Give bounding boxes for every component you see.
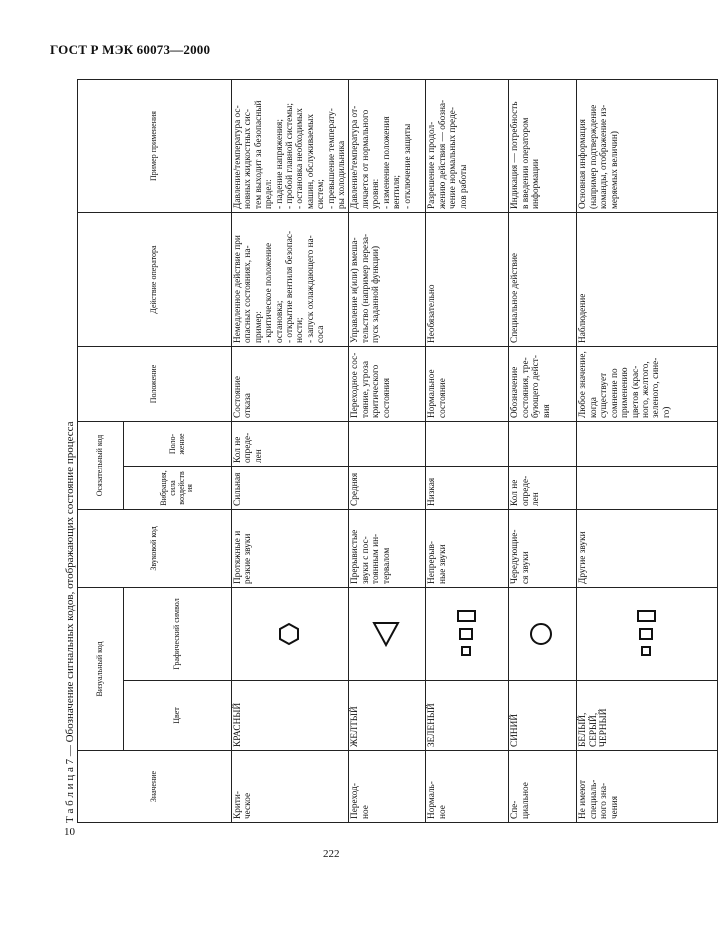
cell-position [232,422,349,467]
vibration-text-line: Низкая [427,477,438,506]
table-row [349,80,426,823]
cell-sound [349,510,426,588]
example-text-line: систем; [316,179,327,209]
example-text-line: - остановка необходимых [295,108,306,209]
example-text-line: - пробой главной системы; [285,103,296,209]
sound-text-line: тоянным ин- [371,533,382,584]
example-text-line: в введении оператором [520,117,531,209]
cell-color [426,681,509,751]
cell-meaning [349,751,426,823]
color-text-line: ЖЕЛТЫЙ [350,706,361,747]
example-text-line: Индикация — потребность [510,101,521,209]
meaning-text-line: ное [437,805,448,819]
example-text-line: предел: [264,179,275,209]
color-text-line: КРАСНЫЙ [233,702,243,747]
col-position-header: Поло- жение [124,422,232,467]
cell-state [426,347,509,422]
state-text-line: ного, желтого, [640,361,651,418]
cell-example [349,80,426,213]
action-text-line: пример: [253,311,264,343]
cell-example [509,80,577,213]
cell-example [577,80,718,213]
cell-vibration [349,467,426,510]
example-text-line: чение нормальных преде- [448,106,459,209]
cell-action [509,213,577,347]
cell-example [426,80,509,213]
col-sound-header: Звуковой код [78,510,232,588]
meaning-text-line: циальное [520,782,531,819]
action-text-line: Наблюдение [578,293,589,343]
state-text-line: зеленого, сине- [651,357,662,418]
meaning-text-line: Нормаль- [427,781,438,819]
sound-text-line: Чередующие- [510,529,521,584]
col-example-header: Пример применения [78,80,232,213]
action-text-line: - запуск охлаждающего на- [305,235,316,343]
state-text-line: тояние, угроза [360,361,371,418]
example-text-line: лов работы [458,164,469,209]
cell-symbol [577,588,718,681]
state-text-line: Нормальное [427,369,438,418]
sound-text-line: ные звуки [437,544,448,584]
table-row [509,80,577,823]
col-state-header: Положение [78,347,232,422]
col-graphic-header: Графический символ [124,588,232,681]
cell-example [232,80,349,213]
state-text-line: состояния, тре- [520,357,531,418]
cell-position [349,422,426,467]
action-text-line: ности; [295,317,306,343]
example-text-line: - отключение защиты [402,123,413,209]
cell-meaning [509,751,577,823]
color-text-line: ЧЕРНЫЙ [599,708,610,747]
state-text-line: когда существует [588,372,610,418]
example-text-line: уровня: [371,178,382,209]
cell-action [349,213,426,347]
action-text-line: Управление и(или) вмеша- [350,237,361,343]
example-text-line: - превышение температу- [326,108,337,209]
example-text-line: Давление/температура от- [350,105,361,209]
action-text-line: - открытие вентиля безопас- [285,230,296,343]
cell-position [426,422,509,467]
sound-text-line: тервалом [381,547,392,584]
action-text-line: соса [316,325,327,343]
meaning-text-line: Переход- [350,783,361,819]
example-text-line: - изменение положения [381,116,392,209]
example-text-line: личается от нормального [360,109,371,209]
action-text-line: - критическое положение [264,242,275,343]
cell-symbol [232,588,349,681]
cell-sound [232,510,349,588]
state-text-line: вия [541,404,552,418]
position-text-line: опреде- [243,432,254,463]
cell-sound [577,510,718,588]
col-color-header: Цвет [124,681,232,751]
action-text-line: тельство (например переза- [360,233,371,343]
col-action-header: Действие оператора [78,213,232,347]
cell-symbol [509,588,577,681]
vibration-text-line: лен [531,492,542,506]
col-vibration-header: Вибрация, сила воздействия [124,467,232,510]
cell-meaning [426,751,509,823]
hexagon-symbol-icon [269,599,309,669]
cell-vibration [577,467,718,510]
cell-vibration [509,467,577,510]
vibration-text-line: Сильная [233,472,243,506]
state-text-line: бующего дейст- [531,355,542,418]
sound-text-line: резкие звуки [243,533,254,584]
sound-text-line: Непрерыв- [427,541,438,584]
cell-sound [426,510,509,588]
vibration-text-line: опреде- [520,475,531,506]
cell-color [349,681,426,751]
vibration-text-line: Кол не [510,479,521,506]
cell-state [349,347,426,422]
cell-color [232,681,349,751]
cell-symbol [426,588,509,681]
cell-action [426,213,509,347]
example-text-line: Давление/температура ос- [233,105,243,209]
cell-sound [509,510,577,588]
state-text-line: критического [371,364,382,418]
meaning-text-line: Спе- [510,800,521,819]
cell-position [577,422,718,467]
table-row [232,80,349,823]
cell-meaning [232,751,349,823]
cell-color [509,681,577,751]
action-text-line: пуск заданной функции) [371,245,382,343]
example-text-line: Основная информация [578,119,589,209]
header-row-top [78,80,124,823]
table-row [577,80,718,823]
col-tactile-header: Осязательный код [78,422,124,510]
example-text-line: Разрешение к продол- [427,121,438,209]
meaning-text-line: ное [360,805,371,819]
cell-meaning [577,751,718,823]
color-text-line: СИНИЙ [510,713,521,747]
rotated-table-area [77,80,672,823]
example-text-line: команды, отображение из- [599,104,610,209]
cell-state [577,347,718,422]
example-text-line: (например подтверждение [588,104,599,209]
state-text-line: Переходное сос- [350,352,361,418]
page-number-left: 10 [64,826,75,838]
col-visual-header: Визуальный код [78,588,124,751]
page-number-center: 222 [323,848,340,860]
col-meaning-header: Значение [78,751,232,823]
action-text-line: Немедленное действие при [233,235,243,343]
position-text-line: Кол не [233,436,243,463]
state-text-line: применению [620,367,631,418]
table-caption: Т а б л и ц а 7 — Обозначение сигнальных кодов, отображающих состояние процесса [64,421,76,823]
state-text-line: цветов (крас- [630,365,641,418]
action-text-line: Необязательно [427,284,438,343]
circle-symbol-icon [521,599,561,669]
signal-codes-table [77,79,718,823]
meaning-text-line: ческое [243,792,254,819]
example-text-line: жению действия — обозна- [437,99,448,209]
color-text-line: БЕЛЫЙ, [578,712,589,747]
vibration-text-line: Средняя [350,472,361,506]
meaning-text-line: специаль- [588,779,599,819]
state-text-line: го) [661,406,672,418]
example-text-line: новных жидкостных сис- [243,109,254,209]
cell-action [232,213,349,347]
cell-color [577,681,718,751]
example-text-line: - падение напряжения; [274,119,285,209]
example-text-line: меряемых величин) [609,131,620,209]
cell-state [509,347,577,422]
sound-text-line: Протяжные и [233,530,243,584]
example-text-line: ры холодильника [337,140,348,209]
meaning-text-line: чения [609,795,620,819]
squares-symbol-icon [626,599,666,669]
state-text-line: состояние [437,378,448,418]
sound-text-line: Прерывистые [350,529,361,584]
cell-vibration [232,467,349,510]
action-text-line: Специальное действие [510,252,521,343]
sound-text-line: звуки с пос- [360,536,371,584]
meaning-text-line: ного зна- [599,782,610,819]
cell-vibration [426,467,509,510]
state-text-line: состояния [381,377,392,418]
sound-text-line: ся звуки [520,551,531,584]
color-text-line: ЗЕЛЕНЫЙ [427,703,438,747]
example-text-line: информации [531,158,542,209]
state-text-line: сомнение по [609,368,620,418]
cell-state [232,347,349,422]
document-header: ГОСТ Р МЭК 60073—2000 [50,42,211,57]
action-text-line: остановка; [274,300,285,343]
triangle-symbol-icon [366,599,406,669]
position-text-line: лен [253,449,264,463]
cell-action [577,213,718,347]
state-text-line: Любое значение, [578,351,589,418]
action-text-line: опасных состояниях, на- [243,245,254,343]
cell-symbol [349,588,426,681]
table-row [426,80,509,823]
meaning-text-line: Не имеют [578,779,589,819]
table-body [232,80,718,823]
state-text-line: отказа [243,393,254,418]
state-text-line: Обозначение [510,366,521,418]
squares-symbol-icon [446,599,486,669]
example-text-line: машин, обслуживаемых [305,113,316,209]
sound-text-line: Другие звуки [578,531,589,584]
example-text-line: тем выходит за безопасный [253,100,264,209]
meaning-text-line: Крити- [233,791,243,819]
color-text-line: СЕРЫЙ, [588,712,599,747]
example-text-line: вентиля; [392,175,403,209]
cell-position [509,422,577,467]
state-text-line: Состояние [233,376,243,418]
